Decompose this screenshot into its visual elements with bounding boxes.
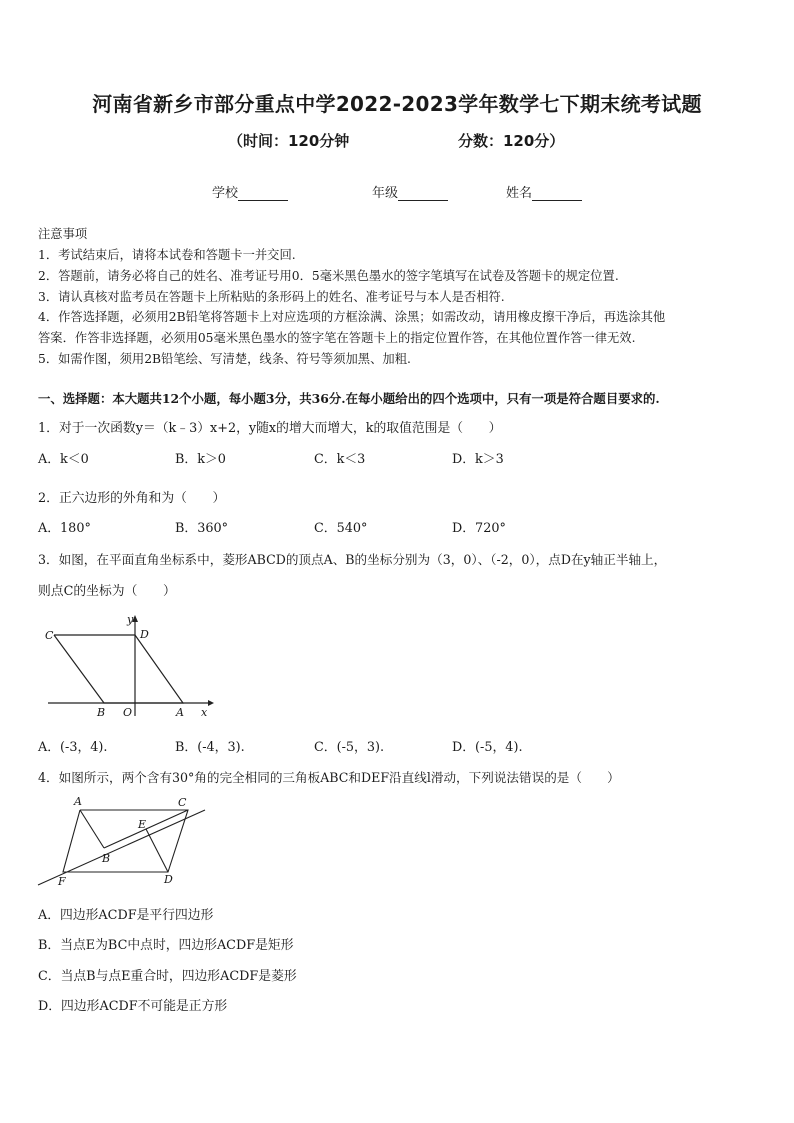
exam-time: （时间：120分钟: [228, 132, 350, 150]
segment-ed: [146, 829, 168, 872]
q1-option-d: D．k＞3: [452, 452, 504, 467]
label-c: C: [178, 796, 187, 809]
rhombus-abcd: [54, 635, 183, 703]
note-item: 答案．作答非选择题，必须用05毫米黑色墨水的签字笔在答题卡上的指定位置作答，在其他位置作答一律无效.: [38, 331, 636, 345]
grade-field: [372, 182, 448, 201]
q2-option-d: D．720°: [452, 521, 506, 536]
q3-option-a: A．(-3，4).: [38, 740, 108, 755]
section-heading: 一、选择题：本大题共12个小题，每小题3分，共36分.在每小题给出的四个选项中，只有一项是符合题目要求的.: [38, 391, 660, 406]
q1-option-a: A．k＜0: [38, 452, 89, 467]
grade-blank: [398, 188, 448, 201]
note-item: 3．请认真核对监考员在答题卡上所粘贴的条形码上的姓名、准考证号与本人是否相符.: [38, 290, 505, 304]
q3-option-c: C．(-5，3).: [314, 740, 385, 755]
q2-option-a: A．180°: [38, 521, 91, 536]
question-3-stem: 3．如图，在平面直角坐标系中，菱形ABCD的顶点A、B的坐标分别为（3，0）、（-2，0），点D在y轴正半轴上，: [38, 552, 667, 567]
segment-ab: [80, 810, 104, 848]
label-d: D: [140, 628, 149, 641]
label-c: C: [45, 629, 54, 642]
note-item: 4．作答选择题，必须用2B铅笔将答题卡上对应选项的方框涂满、涂黑；如需改动，请用橡皮擦干净后，再选涂其他: [38, 310, 666, 324]
q4-option-d: D．四边形ACDF不可能是正方形: [38, 999, 228, 1014]
school-blank: [238, 188, 288, 201]
question-4-stem: 4．如图所示，两个含有30°角的完全相同的三角板ABC和DEF沿直线l滑动，下列说法错误的是（ ）: [38, 770, 620, 785]
x-axis-arrow: [208, 700, 214, 706]
q4-option-a: A．四边形ACDF是平行四边形: [38, 908, 214, 923]
note-item: 5．如需作图，须用2B铅笔绘、写清楚，线条、符号等须加黑、加粗.: [38, 352, 411, 366]
label-x: x: [201, 706, 208, 719]
notes-heading: 注意事项: [38, 227, 88, 241]
name-label: 姓名: [506, 186, 533, 201]
label-a: A: [74, 795, 82, 808]
label-f: F: [58, 875, 66, 888]
question-1-stem: 1．对于一次函数y＝（k﹣3）x+2，y随x的增大而增大，k的取值范围是（ ）: [38, 421, 502, 436]
school-label: 学校: [212, 186, 239, 201]
label-y: y: [127, 613, 134, 626]
note-item: 1．考试结束后，请将本试卷和答题卡一并交回.: [38, 248, 296, 262]
label-a: A: [176, 706, 184, 719]
school-field: [212, 182, 288, 201]
question-2-stem: 2．正六边形的外角和为（ ）: [38, 491, 226, 506]
label-o: O: [123, 706, 133, 719]
q1-option-c: C．k＜3: [314, 452, 366, 467]
triangle-diagram: [30, 790, 210, 890]
exam-score: 分数：120分）: [458, 132, 565, 150]
q1-option-b: B．k＞0: [175, 452, 226, 467]
quad-acdf: [63, 810, 188, 872]
q2-option-c: C．540°: [314, 521, 368, 536]
note-item: 2．答题前，请务必将自己的姓名、准考证号用0．5毫米黑色墨水的签字笔填写在试卷及答题卡的规定位置.: [38, 269, 619, 283]
name-field: [506, 182, 582, 201]
rhombus-diagram: [38, 612, 218, 722]
question-3-stem-cont: 则点C的坐标为（ ）: [38, 584, 176, 599]
q4-option-c: C．当点B与点E重合时，四边形ACDF是菱形: [38, 969, 297, 984]
label-e: E: [138, 818, 147, 831]
q4-option-b: B．当点E为BC中点时，四边形ACDF是矩形: [38, 938, 294, 953]
label-b: B: [97, 706, 106, 719]
label-d: D: [164, 873, 173, 886]
q3-option-d: D．(-5，4).: [452, 740, 523, 755]
page-title: 河南省新乡市部分重点中学2022-2023学年数学七下期末统考试题: [92, 92, 702, 116]
line-l: [38, 810, 205, 885]
grade-label: 年级: [372, 186, 399, 201]
q3-option-b: B．(-4，3).: [175, 740, 245, 755]
name-blank: [532, 188, 582, 201]
q2-option-b: B．360°: [175, 521, 229, 536]
label-b: B: [102, 852, 111, 865]
